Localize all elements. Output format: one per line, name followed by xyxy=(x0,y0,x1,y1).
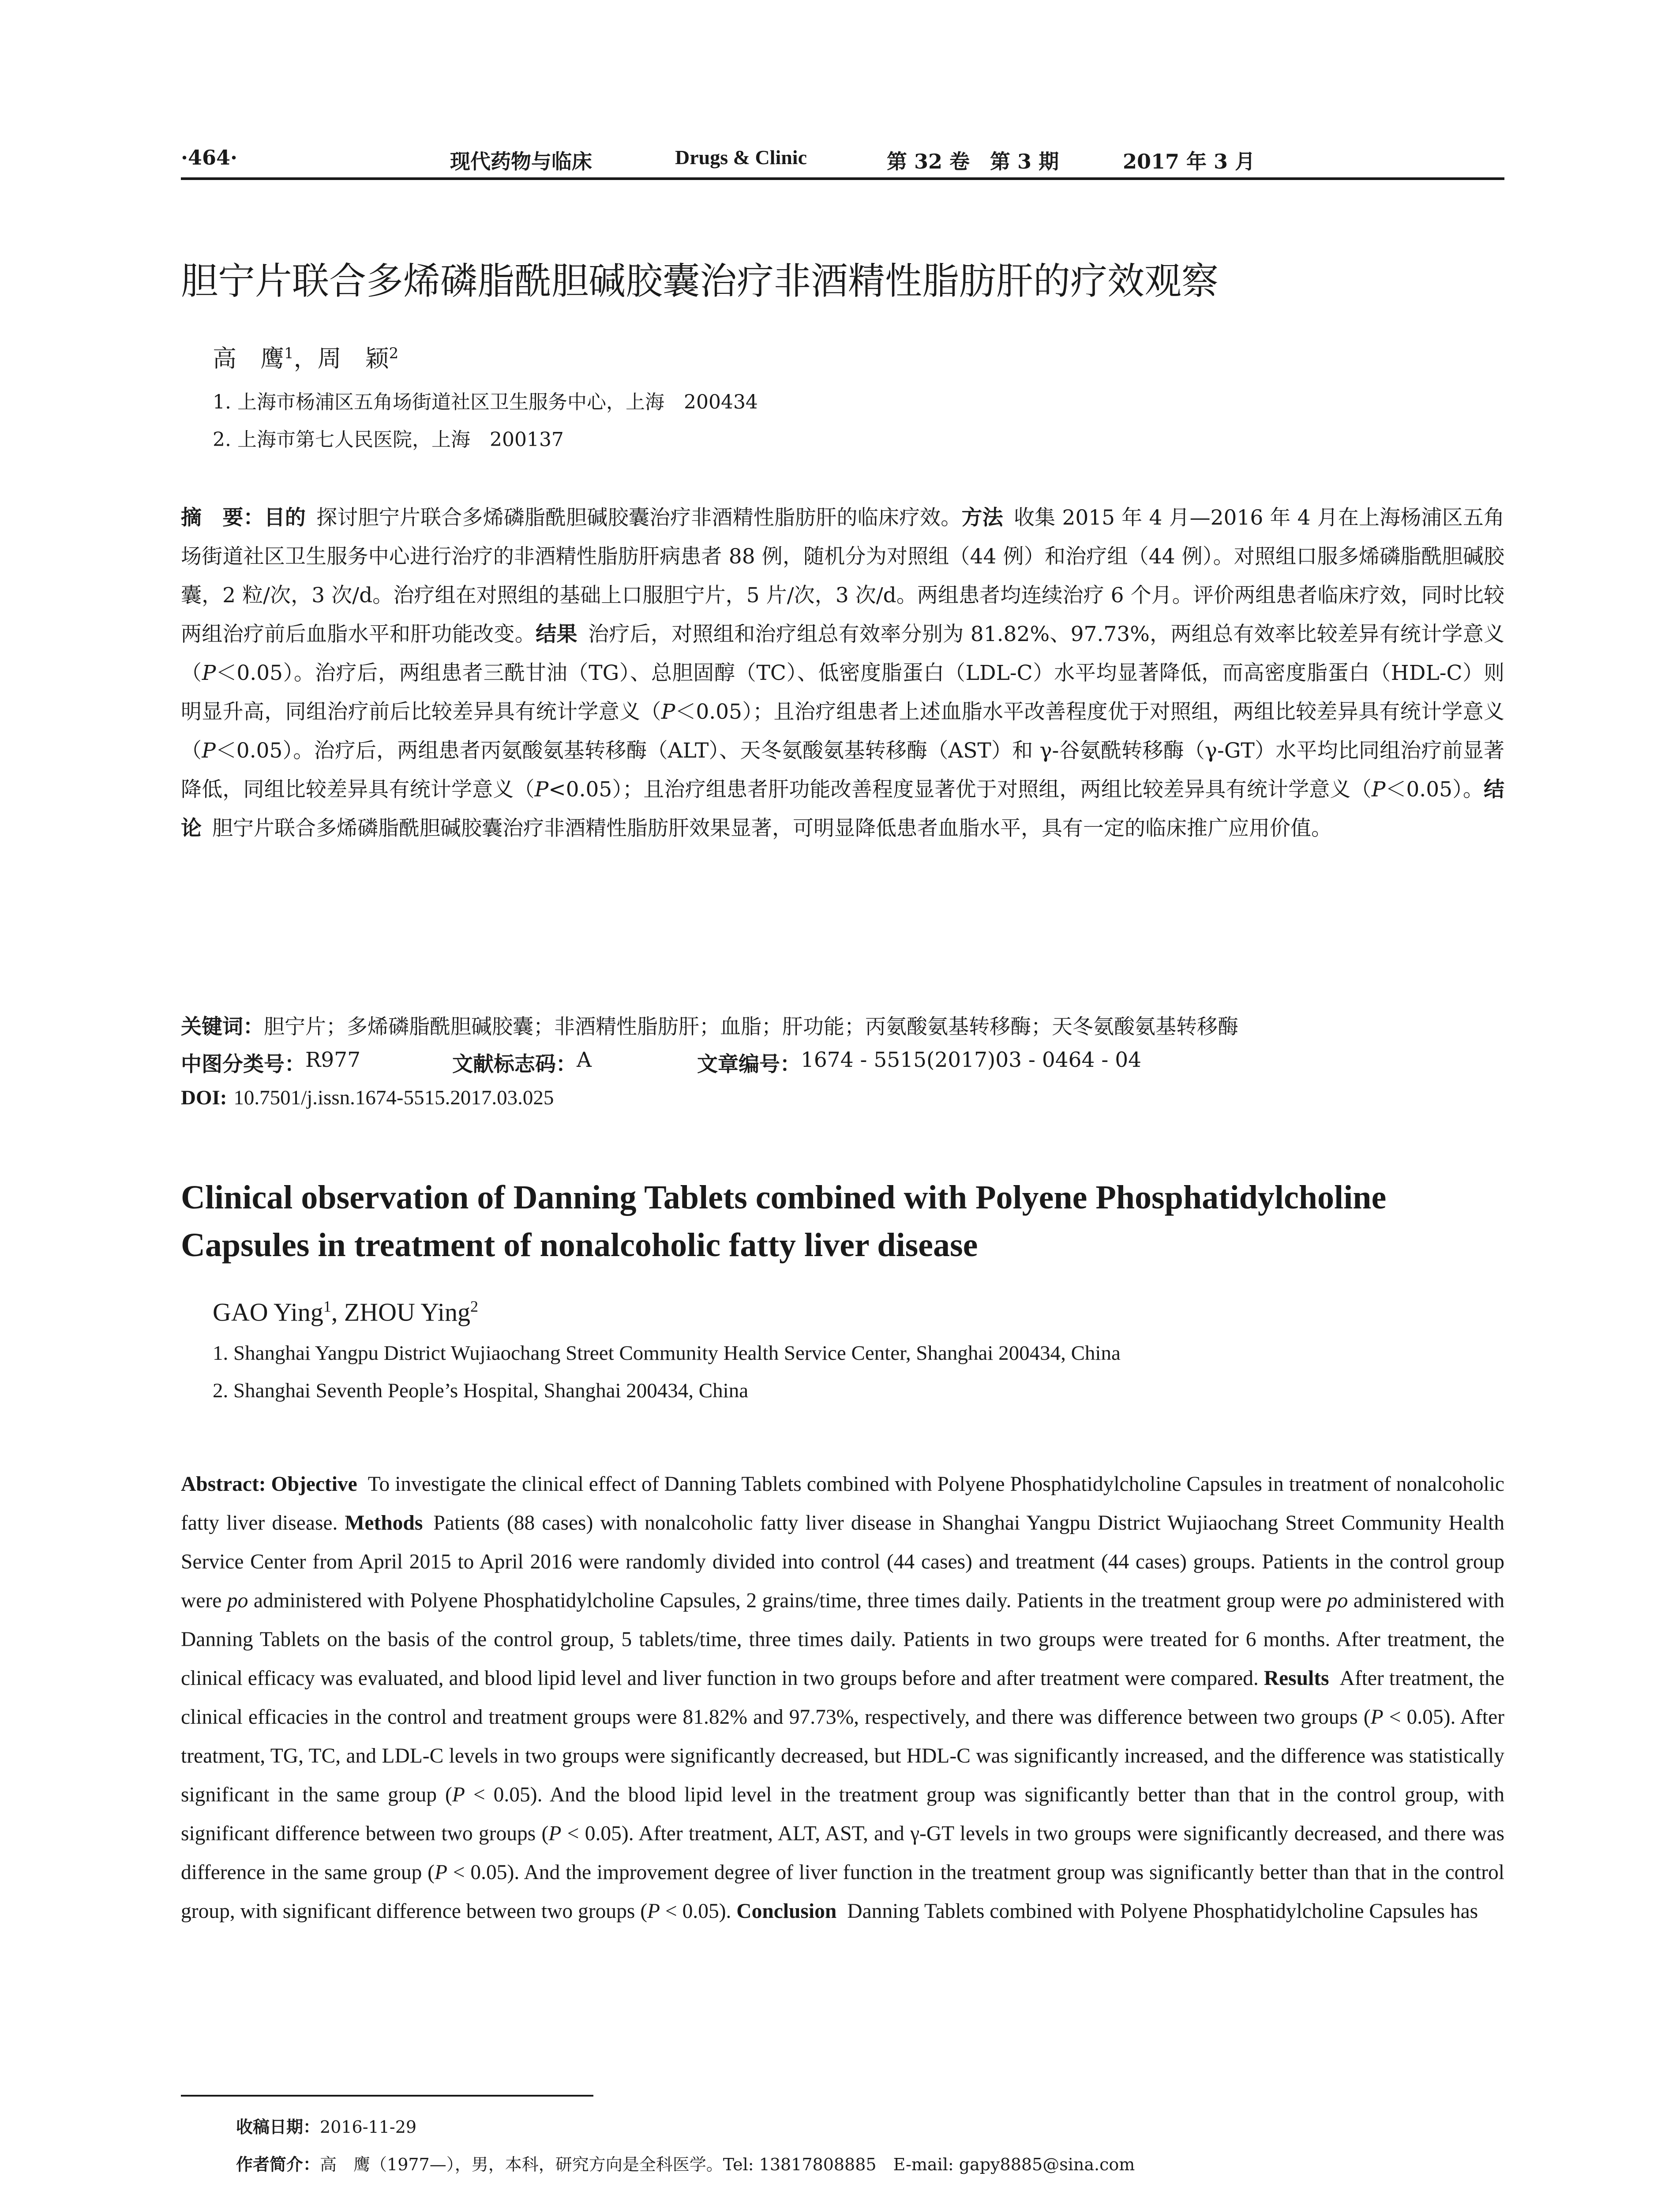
doc-code-group xyxy=(452,1048,592,1077)
header-rule xyxy=(181,177,1504,180)
keywords-text: 胆宁片；多烯磷脂酰胆碱胶囊；非酒精性脂肪肝；血脂；肝功能；丙氨酸氨基转移酶；天冬氨酸氨基转移酶 xyxy=(264,1015,1238,1039)
article-title-cn: 胆宁片联合多烯磷脂酰胆碱胶囊治疗非酒精性脂肪肝的疗效观察 xyxy=(181,259,1219,303)
bio-text: 高 鹰（1977—），男，本科，研究方向是全科医学。Tel: 13817808885 E-mail: gapy8885@sina.com xyxy=(320,2155,1135,2174)
author-affiliation-mark: 1 xyxy=(284,345,294,362)
objective-text: 探讨胆宁片联合多烯磷脂酰胆碱胶囊治疗非酒精性脂肪肝的临床疗效。 xyxy=(316,506,962,530)
results-text: < 0.05). And the blood lipid level in the treatment group was significantly better than that in the control group, with significant difference between two groups ( xyxy=(181,1783,1504,1845)
author-bio-note xyxy=(236,2151,1135,2175)
issue-date: 2017 年 3 月 xyxy=(1123,150,1256,173)
volume-issue: 第 32 卷 第 3 期 xyxy=(887,150,1059,173)
author-separator: ， xyxy=(293,345,318,372)
abstract-cn xyxy=(181,499,1504,848)
received-date: 2016-11-29 xyxy=(320,2117,417,2137)
keywords-label: 关键词： xyxy=(181,1015,264,1039)
doc-code-label: 文献标志码： xyxy=(452,1052,577,1077)
running-header xyxy=(181,146,1504,181)
abstract-label: 摘 要： xyxy=(181,506,264,530)
methods-text: administered with Danning Tablets on the basis of the control group, 5 tablets/time, three times daily. Patients in two groups were treated for 6 months. After treatment, the clinical efficacy was evaluated, and blood lipid level and liver function in two groups before and after treatment were compared. xyxy=(181,1589,1505,1690)
p-value-symbol: P xyxy=(548,1822,562,1845)
p-value-symbol: P xyxy=(434,1861,447,1884)
results-label: Results xyxy=(1264,1667,1329,1690)
author-name: 周 颖 xyxy=(317,345,389,372)
clc-value: R977 xyxy=(305,1048,361,1072)
p-value-symbol: P xyxy=(1370,1706,1384,1729)
results-text: After treatment, the clinical efficacies in the control and treatment groups were 81.82% and 97.73%, respectively, and there was difference between two groups ( xyxy=(181,1667,1504,1729)
article-number-group xyxy=(697,1048,1142,1077)
results-text: < 0.05). xyxy=(660,1900,731,1923)
methods-text: Patients (88 cases) with nonalcoholic fatty liver disease in Shanghai Yangpu District Wujiaochang Street Community Health Service Center from April 2015 to April 2016 were randomly divided into control (44 cases) and treatment (44 cases) groups. Patients in the control group were xyxy=(181,1512,1504,1612)
authors-cn xyxy=(213,340,398,374)
p-value-symbol: P xyxy=(661,700,675,724)
objective-text: To investigate the clinical effect of Danning Tablets combined with Polyene Phosphatidylcholine Capsules in treatment of nonalcoholic fatty liver disease. xyxy=(181,1473,1504,1534)
doi-value: 10.7501/j.issn.1674-5515.2017.03.025 xyxy=(233,1086,554,1109)
objective-label: 目的 xyxy=(264,506,306,530)
results-text: < 0.05). After treatment, ALT, AST, and γ-GT levels in two groups were significantly decreased, and there was difference in the same group ( xyxy=(181,1822,1505,1884)
doi-line xyxy=(181,1085,554,1110)
bio-label: 作者简介： xyxy=(236,2155,320,2174)
abstract-en xyxy=(181,1465,1504,1931)
conclusion-text: 胆宁片联合多烯磷脂酰胆碱胶囊治疗非酒精性脂肪肝效果显著，可明显降低患者血脂水平，具有一定的临床推广应用价值。 xyxy=(212,816,1332,840)
affiliation-en: 1. Shanghai Yangpu District Wujiaochang Street Community Health Service Center, Shanghai 200434, China xyxy=(213,1342,1121,1365)
results-text: < 0.05). And the improvement degree of liver function in the treatment group was significantly better than that in the control group, with significant difference between two groups ( xyxy=(181,1861,1504,1923)
conclusion-text: Danning Tablets combined with Polyene Phosphatidylcholine Capsules has xyxy=(847,1900,1478,1923)
methods-label: Methods xyxy=(345,1512,423,1534)
clc-label: 中图分类号： xyxy=(181,1052,305,1077)
received-label: 收稿日期： xyxy=(236,2117,320,2137)
abstract-objective-label: Abstract: Objective xyxy=(181,1473,357,1496)
affiliation-en: 2. Shanghai Seventh People’s Hospital, Shanghai 200434, China xyxy=(213,1379,749,1402)
conclusion-label: Conclusion xyxy=(736,1900,837,1923)
received-date-note xyxy=(236,2113,416,2138)
p-value-symbol: P xyxy=(452,1783,465,1806)
author-name: ZHOU Ying xyxy=(344,1298,471,1327)
article-number-value: 1674 - 5515(2017)03 - 0464 - 04 xyxy=(801,1048,1142,1072)
article-number-label: 文章编号： xyxy=(697,1052,801,1077)
p-value-symbol: P xyxy=(647,1900,660,1923)
results-text: <0.05）；且治疗组患者肝功能改善程度显著优于对照组，两组比较差异具有统计学意义（ xyxy=(548,777,1372,802)
route-abbrev: po xyxy=(227,1589,248,1612)
page-number: ·464· xyxy=(181,146,238,169)
journal-name-cn: 现代药物与临床 xyxy=(450,150,592,173)
results-text: ＜0.05）；且治疗组患者上述血脂水平改善程度优于对照组，两组比较差异具有统计学意义（ xyxy=(181,700,1504,763)
footnote-rule xyxy=(181,2095,593,2097)
journal-name-en: Drugs & Clinic xyxy=(675,146,807,169)
author-affiliation-mark: 1 xyxy=(323,1298,331,1315)
clc-group xyxy=(181,1048,361,1077)
keywords-line xyxy=(181,1010,1504,1040)
doi-label: DOI: xyxy=(181,1086,227,1109)
article-title-en: Clinical observation of Danning Tablets combined with Polyene Phosphatidylcholine Capsules in treatment of nonalcoholic fatty liver disease xyxy=(181,1179,1387,1264)
results-text: < 0.05). After treatment, TG, TC, and LDL-C levels in two groups were significantly decreased, but HDL-C was significantly increased, and the difference was statistically significant in the same group ( xyxy=(181,1706,1504,1806)
doc-code-value: A xyxy=(577,1048,592,1072)
author-separator: , xyxy=(331,1298,344,1327)
author-name: 高 鹰 xyxy=(213,345,284,372)
route-abbrev: po xyxy=(1327,1589,1348,1612)
affiliation-cn: 1. 上海市杨浦区五角场街道社区卫生服务中心，上海 200434 xyxy=(213,391,758,413)
methods-text: administered with Polyene Phosphatidylcholine Capsules, 2 grains/time, three times daily. Patients in the treatment group were xyxy=(253,1589,1322,1612)
author-affiliation-mark: 2 xyxy=(389,345,399,362)
results-text: ＜0.05）。治疗后，两组患者丙氨酸氨基转移酶（ALT）、天冬氨酸氨基转移酶（AST）和 γ-谷氨酰转移酶（γ-GT）水平均比同组治疗前显著降低，同组比较差异具有统计学意义（ xyxy=(181,739,1505,802)
p-value-symbol: P xyxy=(202,739,216,763)
affiliation-cn: 2. 上海市第七人民医院，上海 200137 xyxy=(213,428,564,451)
author-name: GAO Ying xyxy=(213,1298,323,1327)
results-text: ＜0.05）。治疗后，两组患者三酰甘油（TG）、总胆固醇（TC）、低密度脂蛋白（LDL-C）水平均显著降低，而高密度脂蛋白（HDL-C）则明显升高，同组治疗前后比较差异具有统计学意义（ xyxy=(181,661,1504,724)
p-value-symbol: P xyxy=(534,777,549,802)
author-affiliation-mark: 2 xyxy=(470,1298,479,1315)
results-label: 结果 xyxy=(536,622,578,646)
authors-en xyxy=(213,1297,478,1327)
results-text: 治疗后，对照组和治疗组总有效率分别为 81.82%、97.73%，两组总有效率比较差异有统计学意义（ xyxy=(181,622,1505,685)
methods-text: 收集 2015 年 4 月—2016 年 4 月在上海杨浦区五角场街道社区卫生服务中心进行治疗的非酒精性脂肪肝病患者 88 例，随机分为对照组（44 例）和治疗组（44 例）。对照组口服多烯磷脂酰胆碱胶囊，2 粒/次，3 次/d。治疗组在对照组的基础上口服胆宁片，5 片/次，3 次/d。两组患者均连续治疗 6 个月。评价两组患者临床疗效，同时比较两组治疗前后血脂水平和肝功能改变。 xyxy=(181,506,1505,646)
methods-label: 方法 xyxy=(961,506,1003,530)
p-value-symbol: P xyxy=(202,661,216,685)
conclusion-label: 结论 xyxy=(181,777,1504,840)
results-text: ＜0.05）。 xyxy=(1385,777,1484,802)
p-value-symbol: P xyxy=(1371,777,1386,802)
